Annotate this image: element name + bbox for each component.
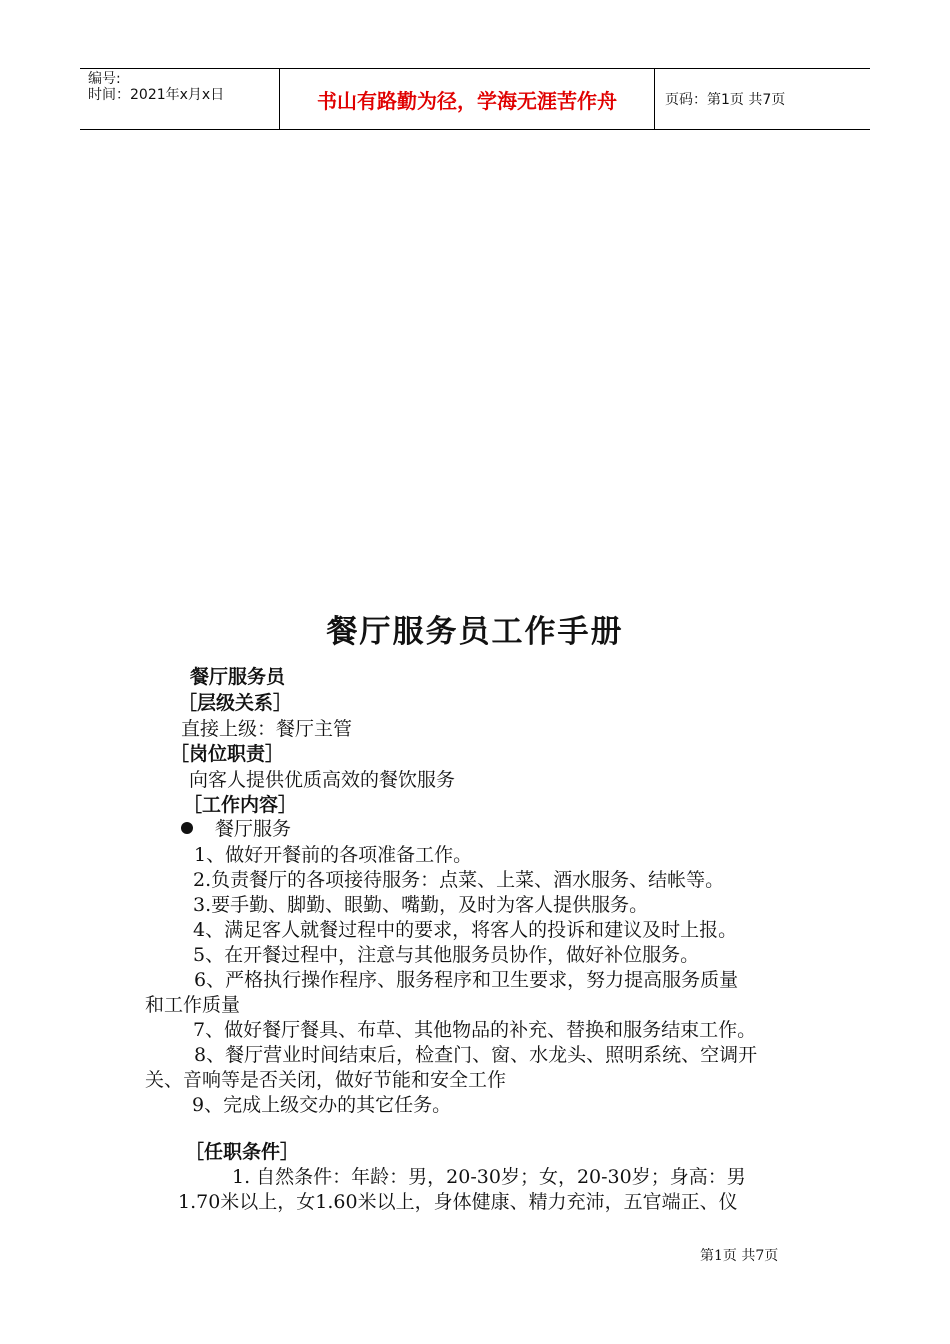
duty-heading: ［岗位职责］ <box>170 743 285 765</box>
time-label: 时间：2021年x月x日 <box>88 87 225 103</box>
role-heading: 餐厅服务员 <box>190 666 286 688</box>
hierarchy-heading: ［层级关系］ <box>178 692 293 714</box>
number-label: 编号: <box>88 71 121 87</box>
header-motto: 书山有路勤为径，学海无涯苦作舟 <box>280 69 655 129</box>
list-item: 6、严格执行操作程序、服务程序和卫生要求，努力提高服务质量 <box>194 969 739 991</box>
duty-line: 向客人提供优质高效的餐饮服务 <box>189 769 456 791</box>
list-item: 8、餐厅营业时间结束后，检查门、窗、水龙头、照明系统、空调开 <box>194 1044 758 1066</box>
header-meta <box>80 69 280 129</box>
list-item: 9、完成上级交办的其它任务。 <box>192 1094 452 1116</box>
list-item: 5、在开餐过程中，注意与其他服务员协作，做好补位服务。 <box>193 944 700 966</box>
list-item: 7、做好餐厅餐具、布草、其他物品的补充、替换和服务结束工作。 <box>193 1019 757 1041</box>
requirement-line: 1.70米以上，女1.60米以上，身体健康、精力充沛，五官端正、仪 <box>178 1191 738 1213</box>
document-header <box>80 68 870 130</box>
list-item: 3.要手勤、脚勤、眼勤、嘴勤，及时为客人提供服务。 <box>193 894 649 916</box>
list-item-continuation: 和工作质量 <box>145 994 241 1016</box>
bullet-icon <box>181 822 193 834</box>
superior-line: 直接上级：餐厅主管 <box>181 718 353 740</box>
bullet-item <box>181 817 291 841</box>
list-item-continuation: 关、音响等是否关闭，做好节能和安全工作 <box>145 1069 507 1091</box>
list-item: 1、做好开餐前的各项准备工作。 <box>194 844 473 866</box>
bullet-label: 餐厅服务 <box>215 818 292 840</box>
list-item: 4、满足客人就餐过程中的要求，将客人的投诉和建议及时上报。 <box>193 919 738 941</box>
work-heading: ［工作内容］ <box>183 794 298 816</box>
page-footer: 第1页 共7页 <box>700 1248 779 1264</box>
requirement-line: 1. 自然条件：年龄：男，20-30岁；女，20-30岁；身高：男 <box>232 1166 746 1188</box>
requirement-heading: ［任职条件］ <box>185 1141 300 1163</box>
list-item: 2.负责餐厅的各项接待服务：点菜、上菜、酒水服务、结帐等。 <box>193 869 725 891</box>
header-page-info: 页码：第1页 共7页 <box>665 92 786 108</box>
document-title: 餐厅服务员工作手册 <box>326 614 624 650</box>
